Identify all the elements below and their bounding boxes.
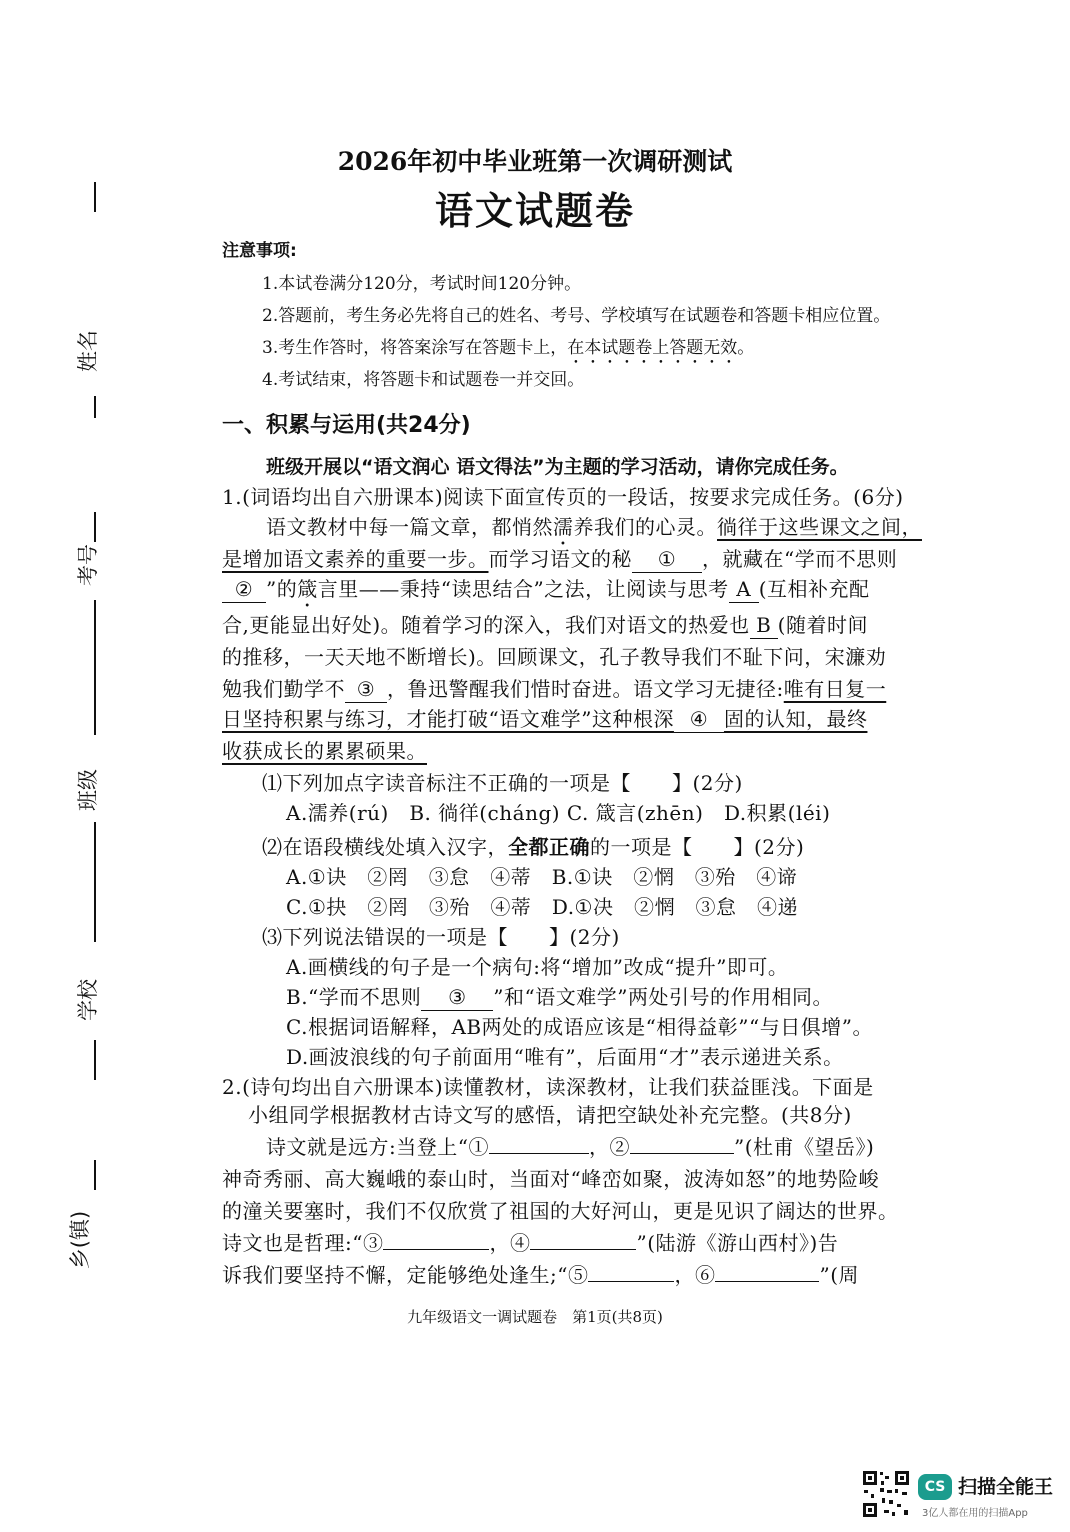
side-label-class: 班级 [76,769,100,811]
exam-title: 2026年初中毕业班第一次调研测试 [337,147,733,176]
blank-1: ① [632,546,702,573]
blank-3: ③ [345,676,387,703]
passage-line: 勉我们勤学不 ③ ，鲁迅警醒我们惜时奋进。语文学习无捷径:唯有日复一 [222,677,887,701]
binding-line [94,1160,96,1190]
option-a: A.画横线的句子是一个病句:将“增加”改成“提升”即可。 [286,955,789,979]
notice-item: 2.答题前，考生务必先将自己的姓名、考号、学校填写在试题卷和答题卡相应位置。 [262,306,891,326]
binding-line [94,396,96,418]
notice-heading: 注意事项: [222,241,297,261]
side-label-town: 乡(镇) [68,1210,93,1270]
question-1-2-stem: ⑵在语段横线处填入汉字，全都正确的一项是【 】(2分) [262,835,805,859]
paper-title: 语文试题卷 [434,188,635,233]
passage-line: 诉我们要坚持不懈，定能够绝处逢生;“⑤ ，⑥ ”(周 [222,1263,859,1287]
blank-3-repeat: ③ [421,984,493,1011]
option-b: B.“学而不思则 ③ ”和“语文难学”两处引号的作用相同。 [286,985,833,1009]
passage-line: 语文教材中每一篇文章，都悄然濡养我们的心灵。徜徉于这些课文之间， [266,515,922,539]
qr-code-icon [862,1470,910,1518]
section-intro: 班级开展以“语文润心 语文得法”为主题的学习活动，请你完成任务。 [266,456,849,478]
blank-2: ② [222,576,266,603]
passage-line: 是增加语文素养的重要一步。而学习语文的秘 ① ，就藏在“学而不思则 [222,547,898,571]
option-c: C.根据词语解释，AB两处的成语应该是“相得益彰”“与日俱增”。 [286,1015,873,1039]
passage-line: 日坚持积累与练习，才能打破“语文难学”这种根深 ④ 固的认知，最终 [222,707,868,731]
passage-line: ② ”的箴言里——秉持“读思结合”之法，让阅读与思考 A (互相补充配 [222,574,952,612]
passage-line: 的潼关要塞时，我们不仅欣赏了祖国的大好河山，更是见识了阔达的世界。 [222,1199,899,1223]
question-1-1-stem: ⑴下列加点字读音标注不正确的一项是【 】(2分) [262,771,743,795]
blank-B: B [750,612,778,639]
scanner-tagline: 3亿人都在用的扫描App [922,1508,1028,1519]
question-1-3-stem: ⑶下列说法错误的一项是【 】(2分) [262,925,620,949]
question-1-2-options: A.①诀 ②罔 ③怠 ④蒂 B.①诀 ②惘 ③殆 ④谛 [286,865,798,889]
question-1-1-options: A.濡养(rú) B. 徜徉(cháng) C. 箴言(zhēn) D.积累(léi) [286,801,831,825]
passage-line: 诗文就是远方:当登上“① ，② ”(杜甫《望岳》) [266,1135,875,1159]
question-1-stem: 1.(词语均出自六册课本)阅读下面宣传页的一段话，按要求完成任务。(6分) [222,485,904,509]
binding-line [94,1040,96,1080]
blank-A: A [729,576,759,603]
side-label-school: 学校 [76,979,100,1021]
question-1-2-options: C.①抉 ②罔 ③殆 ④蒂 D.①决 ②惘 ③怠 ④递 [286,895,798,919]
notice-item: 1.本试卷满分120分，考试时间120分钟。 [262,274,582,294]
question-2-stem: 小组同学根据教材古诗文写的感悟，请把空缺处补充完整。(共8分) [248,1103,852,1127]
passage-line: 神奇秀丽、高大巍峨的泰山时，当面对“峰峦如聚，波涛如怒”的地势险峻 [222,1167,879,1191]
option-d: D.画波浪线的句子前面用“唯有”，后面用“才”表示递进关系。 [286,1045,844,1069]
passage-line: 诗文也是哲理:“③ ，④ ”(陆游《游山西村》)告 [222,1231,839,1255]
passage-line: 收获成长的累累硕果。 [222,739,427,763]
binding-line [94,512,96,542]
passage-line: 合,更能显出好处)。随着学习的深入，我们对语文的热爱也 B (随着时间 [222,613,868,637]
side-label-exam-no: 考号 [76,544,100,586]
binding-line [94,822,96,942]
notice-emphasis: 在本试题卷上答题无效 [567,338,738,358]
page-footer: 九年级语文一调试题卷 第1页(共8页) [407,1308,663,1326]
question-2-stem: 2.(诗句均出自六册课本)读懂教材，读深教材，让我们获益匪浅。下面是 [222,1075,874,1099]
passage-line: 的推移，一天天地不断增长)。回顾课文，孔子教导我们不耻下问，宋濂劝 [222,645,887,669]
section-heading: 一、积累与运用(共24分) [222,413,471,438]
side-label-name: 姓名 [76,330,100,372]
scanner-brand: 扫描全能王 [958,1476,1054,1498]
notice-item: 3.考生作答时，将答案涂写在答题卡上，在本试题卷上答题无效。 [262,338,755,358]
scanner-logo-icon: CS [918,1474,952,1500]
blank-4: ④ [674,706,724,733]
notice-item: 4.考试结束，将答题卡和试题卷一并交回。 [262,370,585,390]
binding-line [94,600,96,735]
